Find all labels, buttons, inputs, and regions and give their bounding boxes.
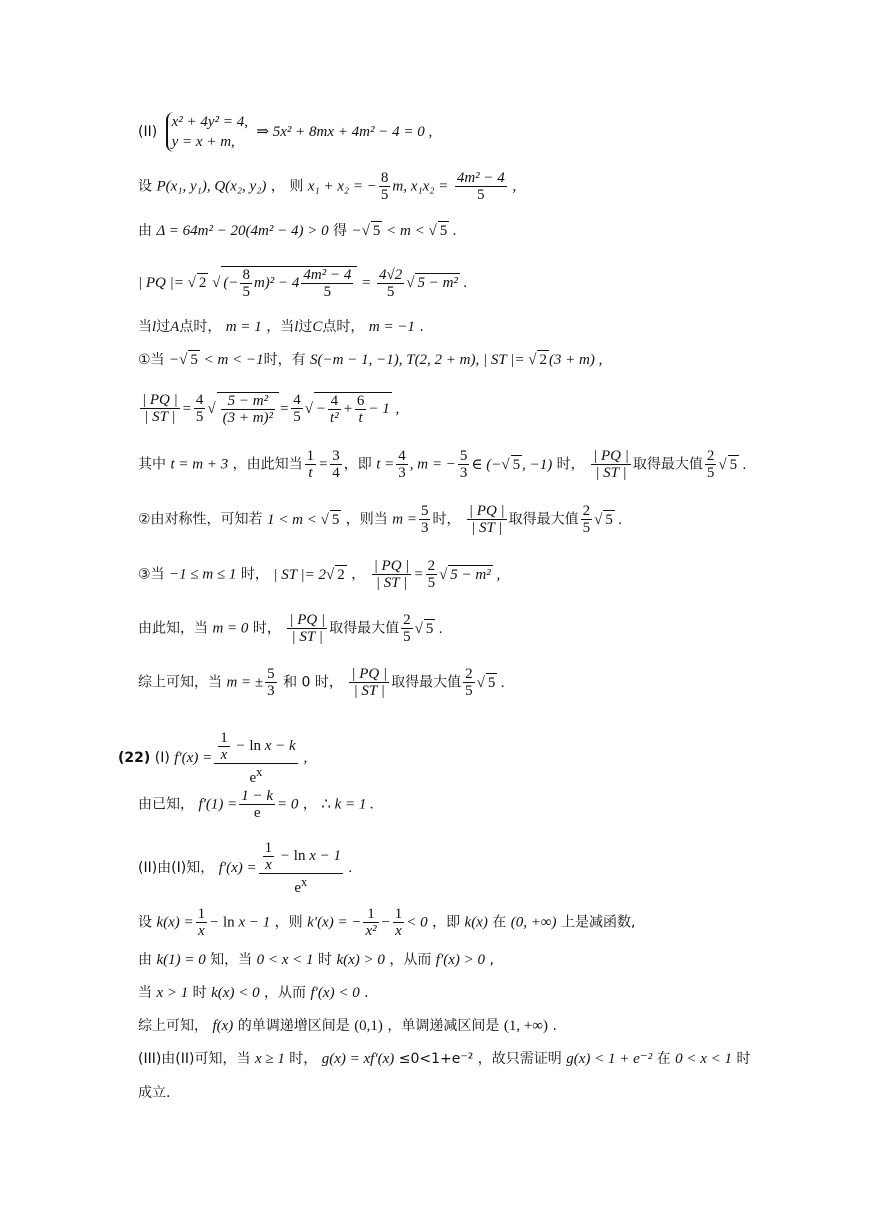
math-line-22-k: 由已知， f′(1) = $\frac{1 - k}{e}$ = 0 ， ∴ k = 1 . [138, 788, 374, 821]
math-line-case-1-max: 其中 t = m + 3 ，由此知当 $\frac{1}{t}$ = $\frac{3}{4}$ ，即 t = $\frac{4}{3}$ , m = − $\frac{5}{3}$ ∈ (−√ 5 , −1) 时， $\frac{| PQ |}{| ST |}$ 取得最大值 $\frac{2}{5}$ √ 5 . [138, 448, 747, 481]
math-line-vieta: 设 P(x₁, y₁), Q(x₂, y₂) ， 则 x₁ + x₂ = − $\frac{8}{5}$ m, x₁x₂ = $\frac{\text{4m² − 4}}{5}$ , [138, 170, 517, 203]
math-line-system: (II) x² + 4y² = 4, y = x + m, ⇒ 5x² + 8mx + 4m² − 4 = 0 , [138, 114, 433, 150]
math-line-22-part2: (II)由(I)知， f′(x) = $\frac{1}{x}$ − ln x − 1 $e^x$ . [138, 840, 353, 896]
math-line-case-3-max: 由此知，当 m = 0 时， $\frac{| PQ |}{| ST |}$ 取得最大值 $\frac{2}{5}$ √ 5 . [138, 612, 443, 645]
math-line-endpoints: 当l过A点时， m = 1 ，当l过C点时， m = −1 . [138, 319, 424, 335]
math-line-22-part3: (III)由(II)可知，当 x ≥ 1 时， g(x) = xf′(x) ≤0<1+e⁻² ，故只需证明 g(x) < 1 + e⁻² 在 0 < x < 1 时 [138, 1051, 751, 1067]
math-line-22-sign-1: 由 k(1) = 0 知，当 0 < x < 1 时 k(x) > 0 ，从而 f′(x) > 0 , [138, 952, 494, 968]
math-line-22-derivative: (22) (I) f′(x) = $\frac{1}{x}$ − ln x − k $e^x$ , [118, 730, 308, 786]
problem-number-22: (22) [118, 750, 151, 766]
text-line-conclusion: 成立. [138, 1085, 171, 1101]
math-line-22-sign-2: 当 x > 1 时 k(x) < 0 ，从而 f′(x) < 0 . [138, 985, 369, 1001]
math-line-22-kx: 设 k(x) = $\frac{1}{x}$ − ln x − 1 ，则 k′(x) = − $\frac{1}{\text{x²}}$ − $\frac{1}{x}$ < 0 ，即 k(x) 在 (0, +∞) 上是减函数, [138, 906, 636, 939]
math-line-case-2: ②由对称性，可知若 1 < m < √ 5 ，则当 m = $\frac{5}{3}$ 时， $\frac{| PQ |}{| ST |}$ 取得最大值 $\frac{2}{5}$ √ 5 . [138, 503, 623, 536]
math-line-ratio-1: $\frac{| PQ |}{| ST |}$ = $\frac{4}{5}$ √ $\frac{\text{5 − m²}}{\text{(3 + m)²}}$ = $\frac{4}{5}$ √ − $\frac{4}{\text{t²}}$ + $\frac{6}{t}$ − 1 , [142, 392, 400, 426]
math-line-discriminant: 由 Δ = 64m² − 20(4m² − 4) > 0 得 −√ 5 < m < √ 5 . [138, 223, 457, 239]
math-line-case-3: ③当 −1 ≤ m ≤ 1 时， | ST |= 2√ 2 ， $\frac{| PQ |}{| ST |}$ = $\frac{2}{5}$ √ 5 − m² , [138, 558, 501, 591]
math-line-pq-length: | PQ |= √ 2 √ (− $\frac{8}{5}$ m)² − 4 $\frac{\text{4m² − 4}}{5}$ = $\frac{4√2}{5}$ √ 5 − m² . [138, 267, 468, 300]
math-line-22-monotone: 综上可知， f(x) 的单调递增区间是 (0,1) ，单调递减区间是 (1, +∞) . [138, 1018, 557, 1034]
math-line-summary: 综上可知，当 m = ± $\frac{5}{3}$ 和 0 时， $\frac{| PQ |}{| ST |}$ 取得最大值 $\frac{2}{5}$ √ 5 . [138, 666, 505, 699]
math-line-case-1: ①当 −√ 5 < m < −1时，有 S(−m − 1, −1), T(2, 2 + m), | ST |= √ 2 (3 + m) , [138, 352, 603, 368]
